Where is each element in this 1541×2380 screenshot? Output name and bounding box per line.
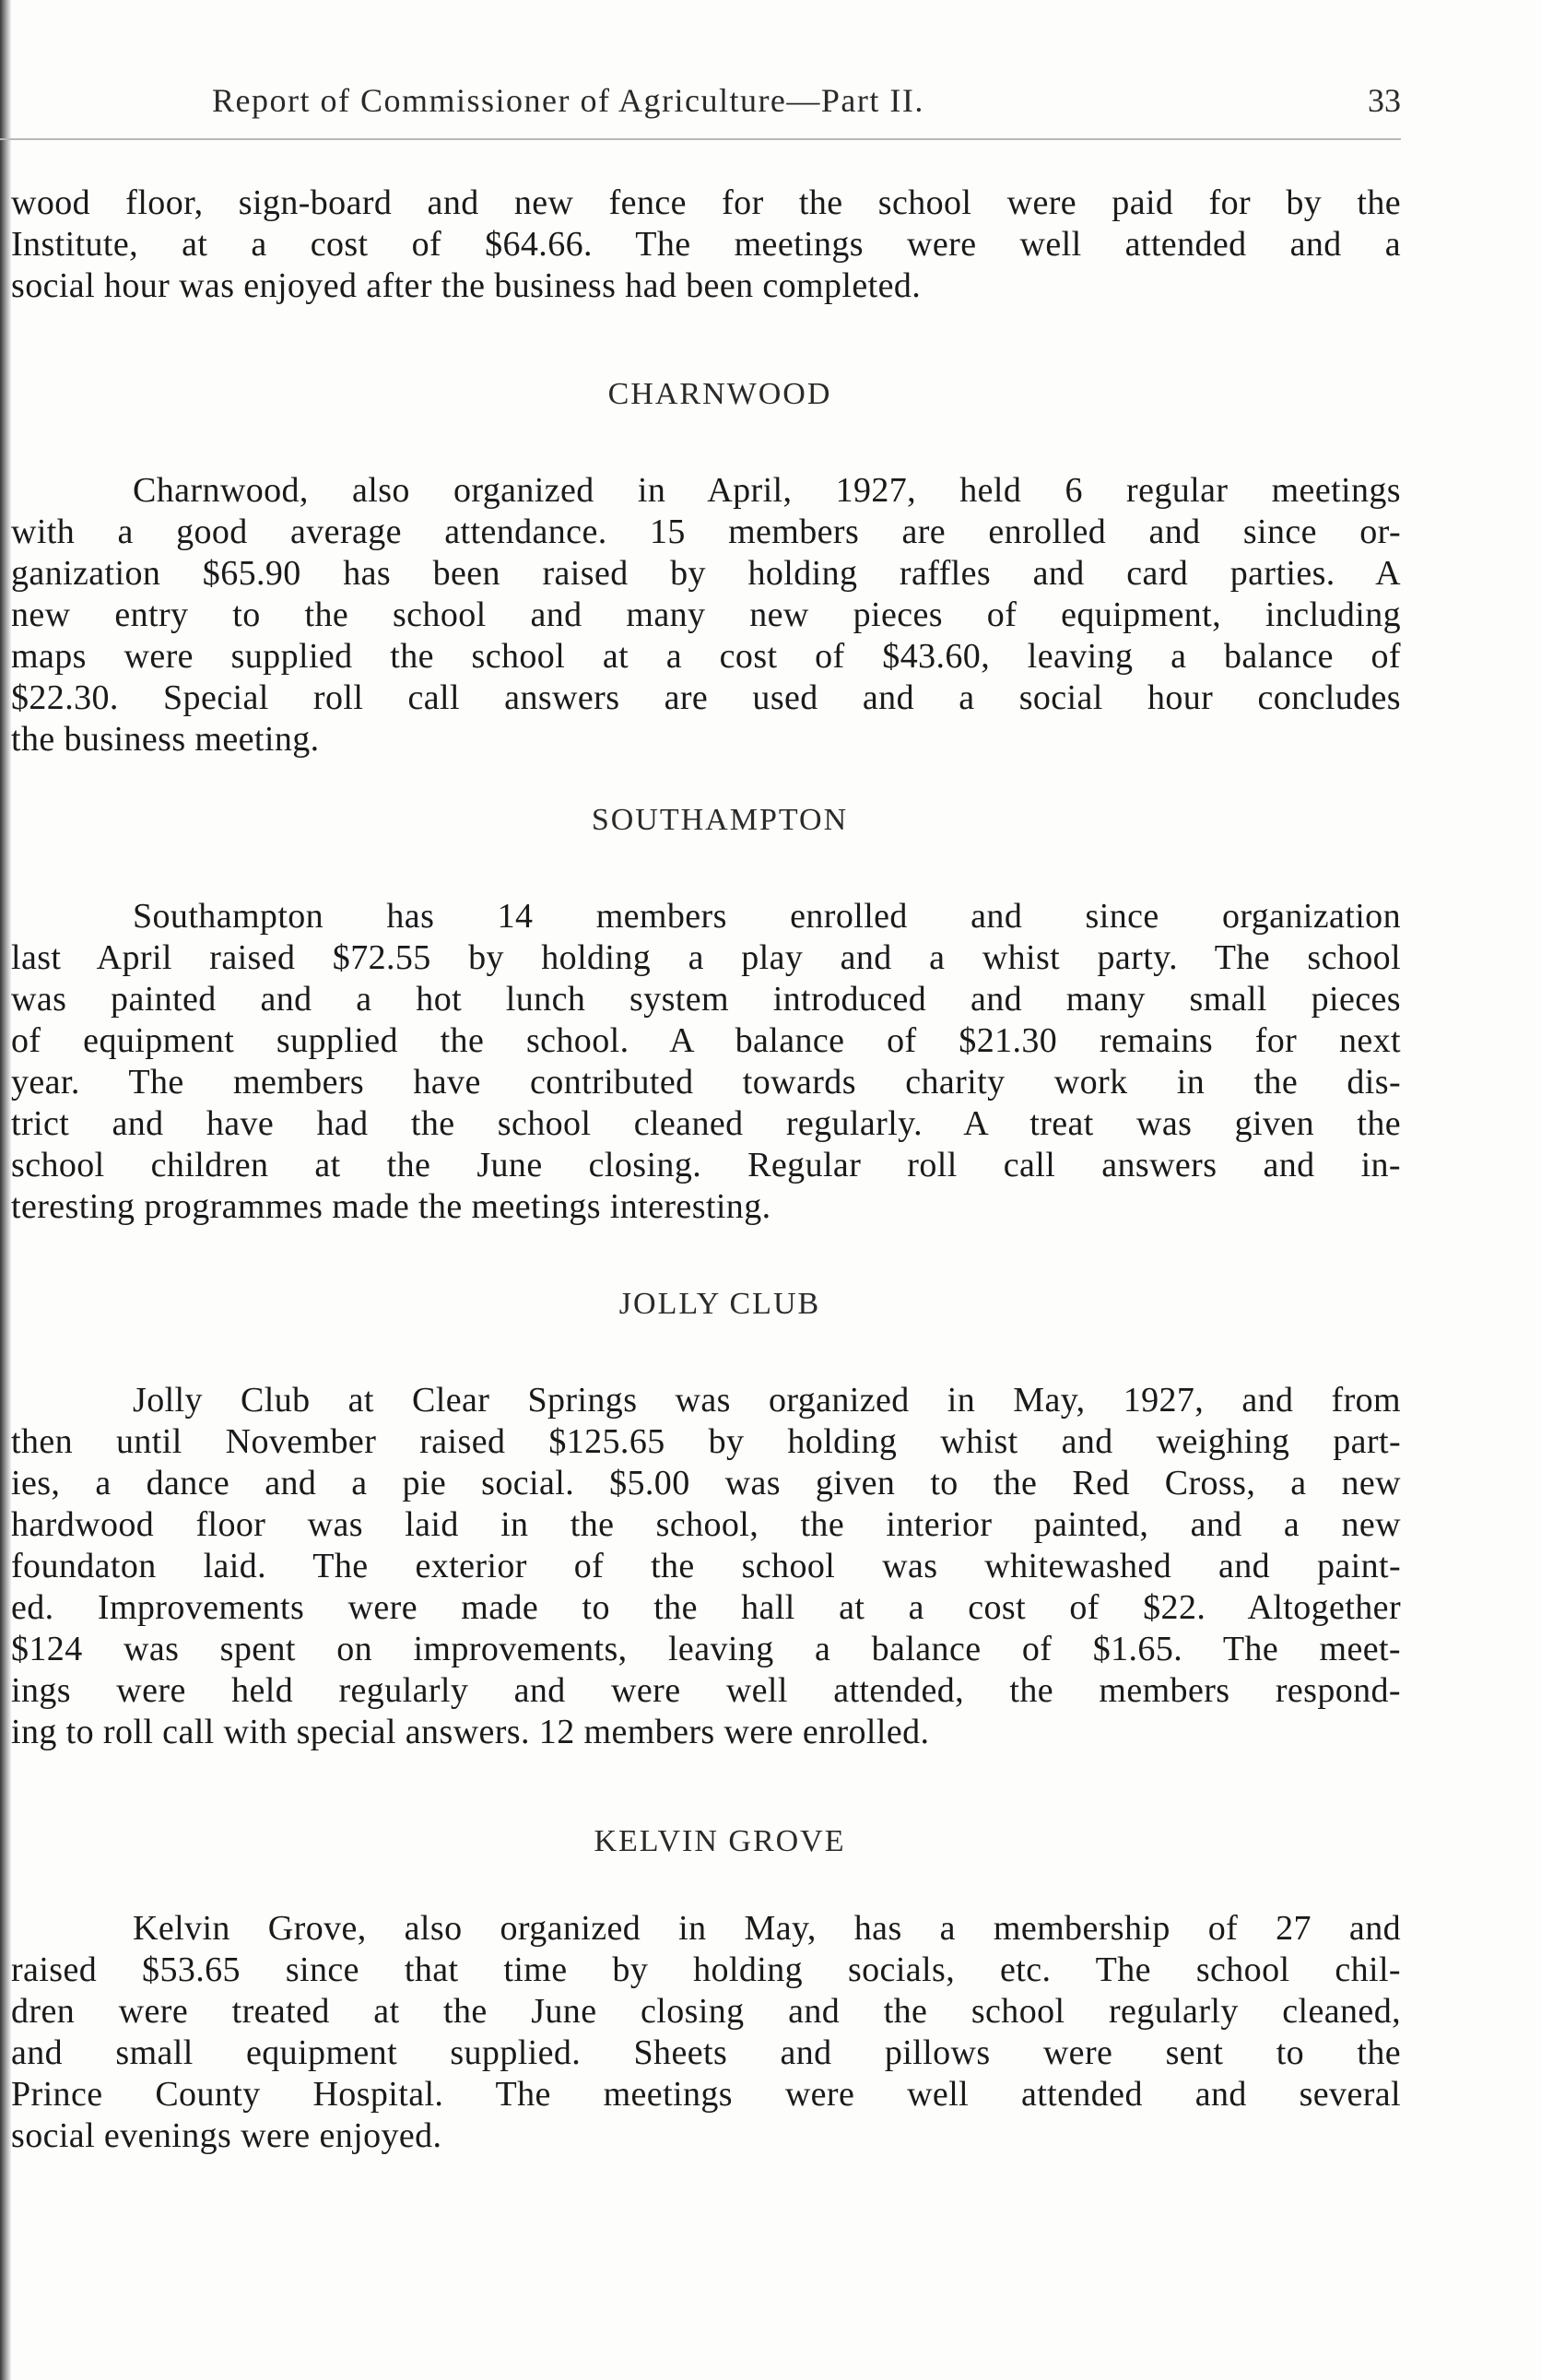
paragraph-line: $22.30. Special roll call answers are used and a social hour concludes (11, 678, 1401, 717)
section-heading: KELVIN GROVE (594, 1824, 846, 1858)
section-southampton (11, 802, 1401, 1228)
paragraph-line: of equipment supplied the school. A balance of $21.30 remains for next (11, 1021, 1401, 1060)
paragraph-line: new entry to the school and many new pieces of equipment, including (11, 595, 1401, 634)
binding-edge (0, 0, 11, 2380)
paragraph-line: social evenings were enjoyed. (11, 2116, 442, 2155)
paragraph-line: social hour was enjoyed after the business had been completed. (11, 266, 922, 305)
section-paragraph (11, 1380, 1401, 1753)
paragraph-line: ings were held regularly and were well attended, the members respond- (11, 1671, 1401, 1710)
paragraph-line: ing to roll call with special answers. 12 members were enrolled. (11, 1713, 930, 1751)
paragraph-line: wood floor, sign-board and new fence for the school were paid for by the (11, 183, 1401, 222)
paragraph-line: Jolly Club at Clear Springs was organized in May, 1927, and from (133, 1381, 1401, 1420)
paragraph-line: and small equipment supplied. Sheets and pillows were sent to the (11, 2033, 1401, 2072)
running-title: Report of Commissioner of Agriculture—Part II. (212, 82, 924, 119)
paragraph-line: ganization $65.90 has been raised by holding raffles and card parties. A (11, 554, 1401, 593)
paragraph-line: Prince County Hospital. The meetings were well attended and several (11, 2075, 1401, 2114)
paragraph-line: dren were treated at the June closing and the school regularly cleaned, (11, 1992, 1401, 2031)
running-head (212, 81, 1401, 136)
paragraph-line: Institute, at a cost of $64.66. The meetings were well attended and a (11, 225, 1401, 264)
section-paragraph (11, 896, 1401, 1228)
paragraph-line: raised $53.65 since that time by holding socials, etc. The school chil- (11, 1950, 1401, 1989)
paragraph-line: was painted and a hot lunch system introduced and many small pieces (11, 980, 1401, 1019)
section-heading: CHARNWOOD (607, 377, 832, 411)
paragraph-line: Charnwood, also organized in April, 1927, held 6 regular meetings (133, 471, 1401, 510)
paragraph-line: maps were supplied the school at a cost of $43.60, leaving a balance of (11, 637, 1401, 676)
paragraph-line: the business meeting. (11, 720, 320, 759)
header-rule (0, 138, 1401, 140)
section-heading: JOLLY CLUB (618, 1287, 821, 1321)
paragraph-line: hardwood floor was laid in the school, the interior painted, and a new (11, 1505, 1401, 1544)
section-paragraph (11, 1908, 1401, 2157)
section-paragraph (11, 470, 1401, 760)
paragraph-line: Kelvin Grove, also organized in May, has a membership of 27 and (133, 1909, 1401, 1948)
paragraph-line: year. The members have contributed towards charity work in the dis- (11, 1063, 1401, 1102)
section-heading: SOUTHAMPTON (591, 803, 849, 837)
paragraph-line: with a good average attendance. 15 members are enrolled and since or- (11, 513, 1401, 551)
paragraph-line: school children at the June closing. Regular roll call answers and in- (11, 1146, 1401, 1184)
paragraph-line: Southampton has 14 members enrolled and since organization (133, 897, 1401, 936)
section-charnwood (11, 376, 1401, 760)
paragraph-line: trict and have had the school cleaned regularly. A treat was given the (11, 1104, 1401, 1143)
section-kelvin-grove (11, 1823, 1401, 2157)
paragraph-line: ed. Improvements were made to the hall at a cost of $22. Altogether (11, 1588, 1401, 1627)
paragraph-line: then until November raised $125.65 by holding whist and weighing part- (11, 1422, 1401, 1461)
intro-paragraph (11, 183, 1401, 307)
paragraph-line: last April raised $72.55 by holding a play and a whist party. The school (11, 938, 1401, 977)
paragraph-line: foundaton laid. The exterior of the school was whitewashed and paint- (11, 1547, 1401, 1585)
section-jolly-club (11, 1286, 1401, 1753)
page-number: 33 (1368, 82, 1401, 119)
paragraph-line: $124 was spent on improvements, leaving a balance of $1.65. The meet- (11, 1630, 1401, 1668)
paragraph-line: teresting programmes made the meetings interesting. (11, 1187, 771, 1226)
paragraph-line: ies, a dance and a pie social. $5.00 was given to the Red Cross, a new (11, 1464, 1401, 1502)
